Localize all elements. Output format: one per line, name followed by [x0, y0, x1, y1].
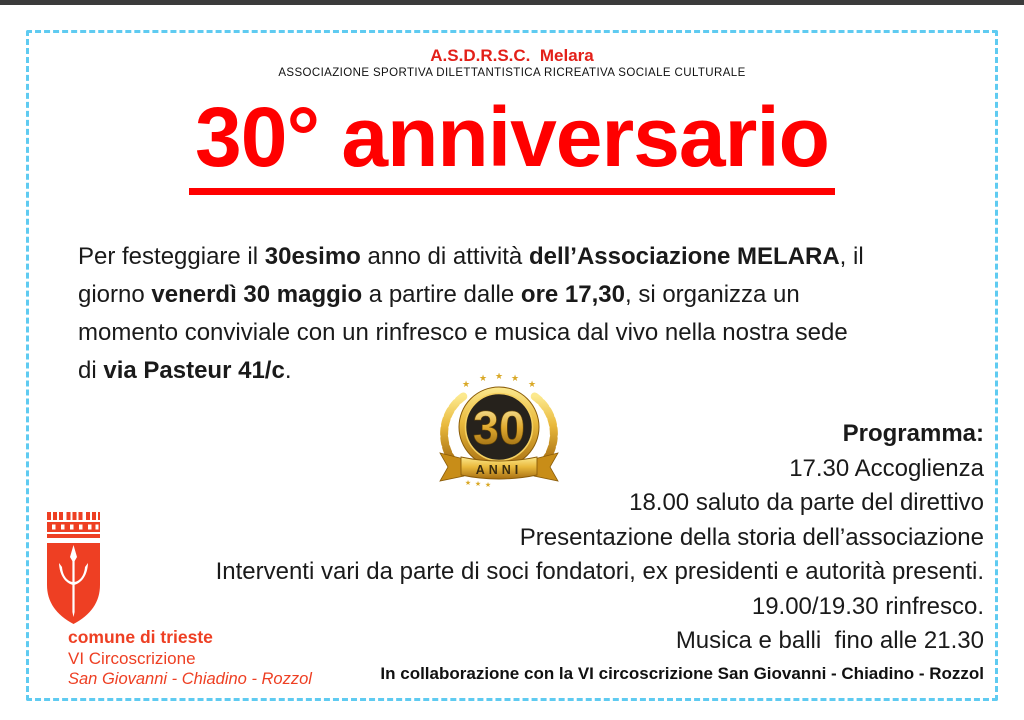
intro-text: , si organizza un: [624, 281, 800, 308]
collaboration-note: In collaborazione con la VI circoscrizione San Giovanni - Chiadino - Rozzol: [380, 664, 984, 683]
intro-text: momento conviviale con un rinfresco e musica dal vivo nella nostra sede: [78, 319, 848, 346]
window-top-edge: [0, 0, 1024, 5]
intro-text: di: [78, 357, 104, 384]
program-section: [55, 417, 984, 659]
municipality-block: [68, 627, 312, 690]
intro-bold-text: 30esimo: [264, 243, 361, 270]
badge-number: 30: [472, 401, 526, 454]
municipality-areas: San Giovanni - Chiadino - Rozzol: [68, 670, 312, 688]
svg-text:★: ★: [484, 481, 492, 487]
program-item: Musica e balli fino alle 21.30: [675, 627, 984, 654]
svg-text:★: ★: [494, 373, 504, 382]
svg-text:★: ★: [464, 479, 472, 487]
trieste-coat-of-arms-icon: [45, 511, 102, 625]
program-item: Interventi vari da parte di soci fondatori, ex presidenti e autorità presenti.: [215, 558, 984, 585]
intro-paragraph: [78, 238, 978, 390]
association-name: A.S.D.R.S.C. Melara: [430, 46, 594, 65]
svg-text:★: ★: [474, 480, 482, 487]
badge-label: ANNI: [475, 463, 523, 477]
intro-text: , il: [839, 243, 864, 270]
program-item: Presentazione della storia dell’associazione: [519, 523, 984, 551]
municipality-name: comune di trieste: [68, 627, 213, 647]
intro-text: anno di attività: [360, 243, 529, 270]
flyer-title: 30° anniversario: [189, 88, 835, 195]
intro-text: .: [284, 357, 292, 384]
svg-text:★: ★: [527, 380, 537, 390]
program-heading: Programma:: [842, 420, 984, 447]
intro-bold-text: via Pasteur 41/c: [103, 357, 285, 384]
intro-text: Per festeggiare il: [78, 243, 265, 270]
svg-text:★: ★: [478, 374, 488, 384]
svg-text:★: ★: [461, 380, 471, 390]
intro-text: giorno: [78, 281, 152, 308]
association-subtitle: ASSOCIAZIONE SPORTIVA DILETTANTISTICA RICREATIVA SOCIALE CULTURALE: [278, 67, 746, 79]
intro-bold-text: dell’Associazione MELARA: [528, 243, 840, 270]
intro-text: a partire dalle: [362, 281, 521, 308]
program-item: 17.30 Accoglienza: [789, 454, 984, 482]
intro-bold-text: venerdì 30 maggio: [151, 281, 363, 308]
program-item: 18.00 saluto da parte del direttivo: [629, 489, 984, 516]
municipality-district: VI Circoscrizione: [68, 649, 196, 668]
svg-text:★: ★: [510, 374, 520, 384]
intro-bold-text: ore 17,30: [520, 281, 625, 308]
flyer-title-row: [0, 88, 1024, 195]
program-item: 19.00/19.30 rinfresco.: [751, 592, 984, 620]
